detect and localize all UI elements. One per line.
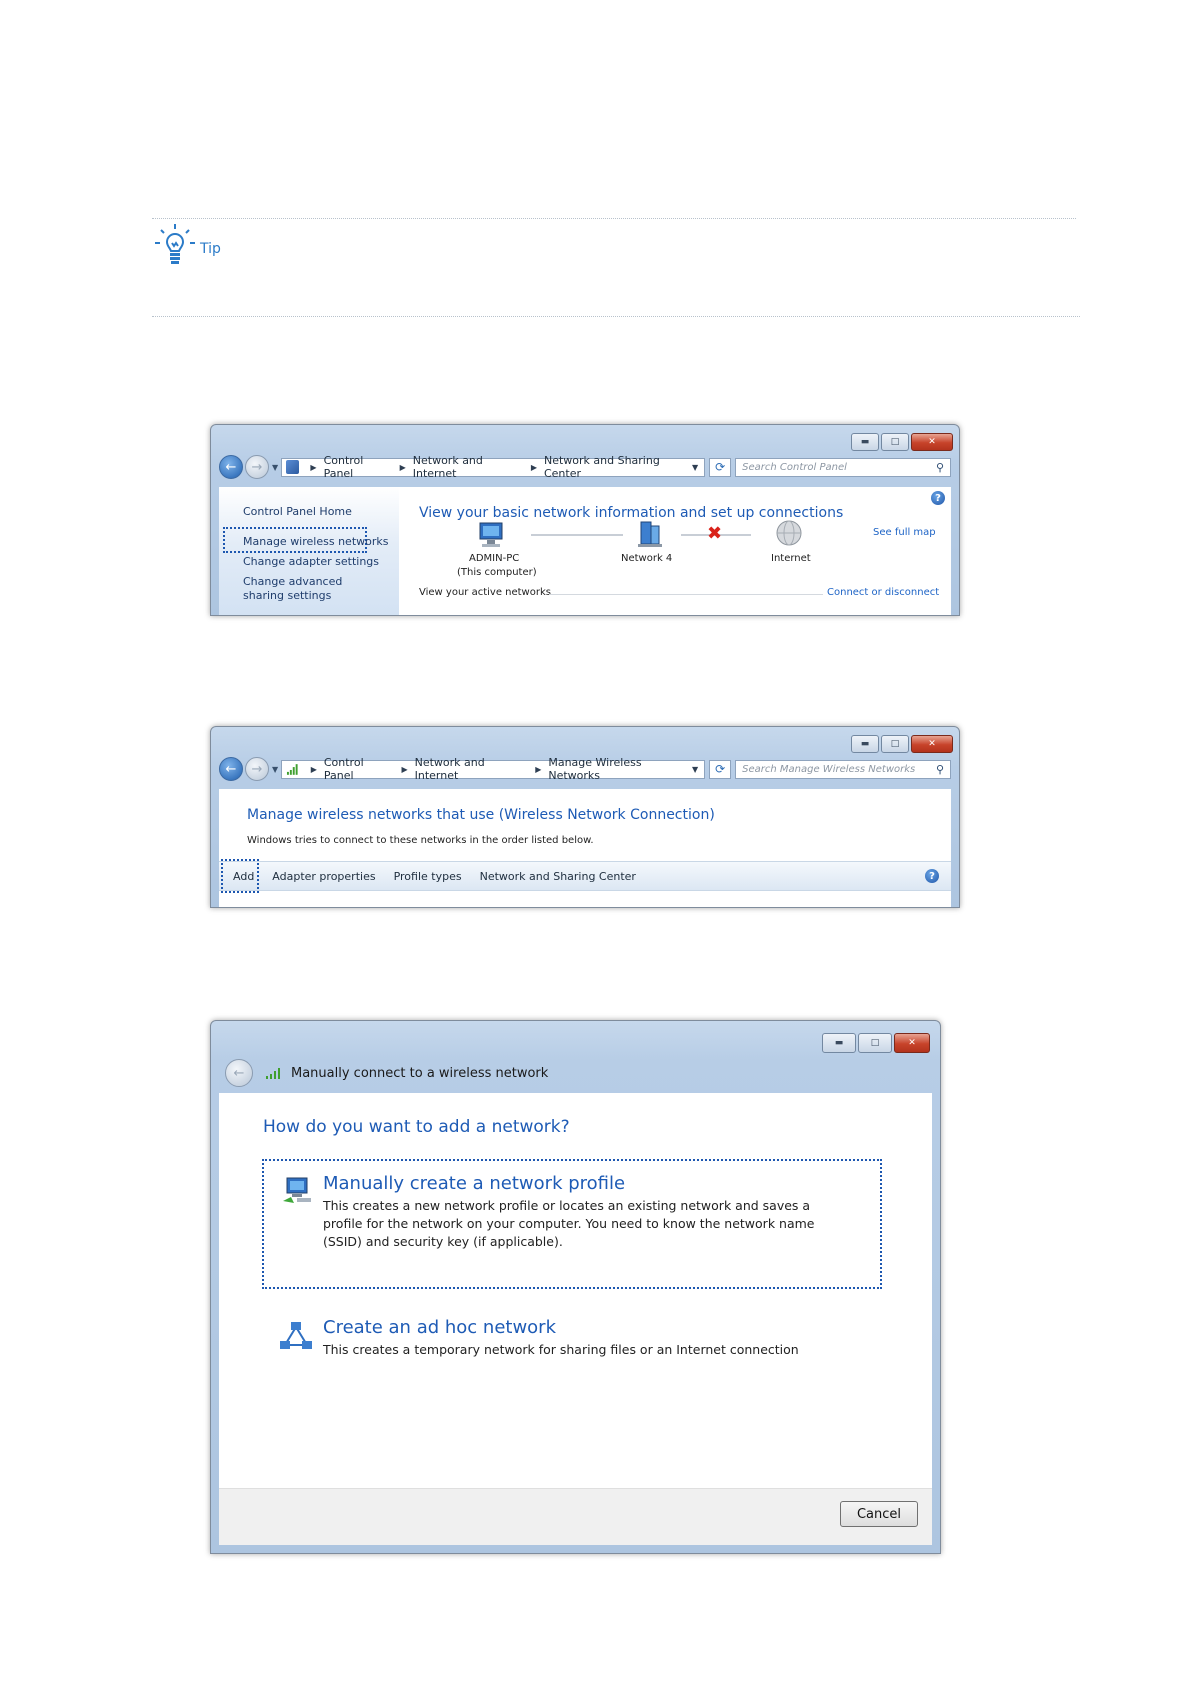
recent-pages-dropdown[interactable]: ▼ [272, 764, 279, 774]
ad-hoc-network-icon [279, 1321, 313, 1351]
search-icon[interactable]: ⚲ [935, 460, 944, 474]
navigation-bar [219, 757, 951, 781]
search-placeholder: Search Control Panel [742, 461, 847, 473]
highlight-box [221, 859, 259, 893]
globe-icon [774, 518, 804, 548]
sidebar-item-advanced-sharing[interactable]: Change advanced sharing settings [243, 575, 343, 602]
option-description: This creates a new network profile or locates an existing network and saves a profile for the network on your computer. You need to know the network name (SSID) and security key (if applicable). [323, 1198, 815, 1249]
help-icon[interactable]: ? [925, 869, 939, 883]
maximize-button[interactable]: □ [881, 735, 909, 753]
cancel-button[interactable]: Cancel [840, 1501, 918, 1527]
dialog-title: Manually connect to a wireless network [291, 1065, 549, 1081]
disconnected-x-icon: ✖ [707, 523, 723, 544]
window-controls [849, 735, 953, 753]
dialog-question: How do you want to add a network? [263, 1117, 570, 1137]
computer-name: ADMIN-PC [469, 553, 520, 564]
breadcrumb-item[interactable]: Control Panel [323, 756, 364, 782]
close-button[interactable]: ✕ [911, 735, 953, 753]
address-bar[interactable] [281, 454, 705, 480]
control-panel-home-link[interactable]: Control Panel Home [243, 505, 352, 518]
breadcrumb-item[interactable]: Network and Internet [414, 756, 485, 782]
lightbulb-icon [152, 222, 198, 268]
sidebar-item-change-adapter[interactable]: Change adapter settings [243, 555, 380, 568]
search-icon[interactable]: ⚲ [935, 762, 944, 776]
network-icon [635, 519, 665, 549]
back-button[interactable]: ← [219, 455, 243, 479]
network-sharing-center-window [210, 424, 960, 616]
tip-bottom-divider [152, 316, 1080, 317]
chevron-right-icon: ▶ [535, 764, 542, 774]
forward-button[interactable]: → [245, 757, 269, 781]
section-divider [549, 594, 823, 595]
chevron-right-icon: ▶ [399, 462, 406, 472]
address-bar[interactable] [281, 756, 705, 782]
chevron-right-icon: ▶ [401, 764, 408, 774]
maximize-button[interactable]: □ [858, 1033, 892, 1053]
internet-label: Internet [771, 553, 811, 564]
adapter-properties-button[interactable]: Adapter properties [272, 869, 376, 883]
control-panel-icon [286, 460, 299, 474]
refresh-button[interactable]: ⟳ [709, 458, 731, 477]
main-pane [399, 487, 951, 615]
tip-label: Tip [200, 241, 221, 257]
command-bar [219, 861, 951, 891]
profile-types-button[interactable]: Profile types [393, 869, 462, 883]
option-description: This creates a temporary network for sharing files or an Internet connection [323, 1342, 799, 1357]
minimize-button[interactable]: ▬ [851, 735, 879, 753]
chevron-down-icon[interactable]: ▼ [692, 764, 699, 774]
page-title: Manage wireless networks that use (Wireless Network Connection) [247, 807, 715, 823]
search-input[interactable] [735, 760, 951, 779]
navigation-bar [219, 455, 951, 479]
add-button[interactable]: Add [233, 869, 255, 883]
main-pane [219, 789, 951, 907]
computer-sub: (This computer) [457, 567, 537, 578]
map-connector-line [531, 534, 623, 536]
page-subtext: Windows tries to connect to these networks in the order listed below. [247, 835, 594, 846]
tip-top-divider [152, 218, 1076, 219]
connect-disconnect-link[interactable]: Connect or disconnect [827, 587, 940, 598]
back-button[interactable]: ← [225, 1059, 253, 1087]
help-icon[interactable]: ? [931, 491, 945, 505]
network-name: Network 4 [621, 553, 673, 564]
chevron-down-icon[interactable]: ▼ [692, 462, 699, 472]
search-placeholder: Search Manage Wireless Networks [742, 763, 916, 775]
close-button[interactable]: ✕ [894, 1033, 930, 1053]
manage-wireless-networks-window [210, 726, 960, 908]
window-controls [820, 1033, 930, 1053]
see-full-map-link[interactable]: See full map [873, 527, 936, 538]
page-title: View your basic network information and set up connections [419, 505, 844, 521]
dialog-header [223, 1059, 548, 1087]
breadcrumb-item[interactable]: Network and Sharing Center [543, 454, 660, 480]
option-title[interactable]: Manually create a network profile [323, 1173, 626, 1194]
window-controls [849, 433, 953, 451]
network-sharing-center-button[interactable]: Network and Sharing Center [479, 869, 636, 883]
active-networks-label: View your active networks [419, 587, 551, 598]
chevron-right-icon: ▶ [310, 462, 317, 472]
wireless-signal-icon [265, 1066, 283, 1080]
recent-pages-dropdown[interactable]: ▼ [272, 462, 279, 472]
network-profile-icon [279, 1175, 315, 1207]
manually-connect-dialog [210, 1020, 941, 1554]
minimize-button[interactable]: ▬ [822, 1033, 856, 1053]
option-title[interactable]: Create an ad hoc network [323, 1317, 557, 1338]
dialog-body [219, 1093, 932, 1545]
chevron-right-icon: ▶ [310, 764, 317, 774]
chevron-right-icon: ▶ [530, 462, 537, 472]
forward-button[interactable]: → [245, 455, 269, 479]
dialog-footer [219, 1488, 932, 1545]
computer-icon [477, 521, 507, 549]
maximize-button[interactable]: □ [881, 433, 909, 451]
tip-block [152, 222, 221, 268]
sidebar [219, 487, 399, 615]
sidebar-item-manage-wireless[interactable]: Manage wireless networks [243, 535, 389, 548]
refresh-button[interactable]: ⟳ [709, 760, 731, 779]
minimize-button[interactable]: ▬ [851, 433, 879, 451]
back-button[interactable]: ← [219, 757, 243, 781]
close-button[interactable]: ✕ [911, 433, 953, 451]
breadcrumb-item[interactable]: Control Panel [323, 454, 364, 480]
breadcrumb-item[interactable]: Network and Internet [412, 454, 483, 480]
search-input[interactable] [735, 458, 951, 477]
wireless-signal-icon [286, 762, 300, 776]
breadcrumb-item[interactable]: Manage Wireless Networks [548, 756, 642, 782]
